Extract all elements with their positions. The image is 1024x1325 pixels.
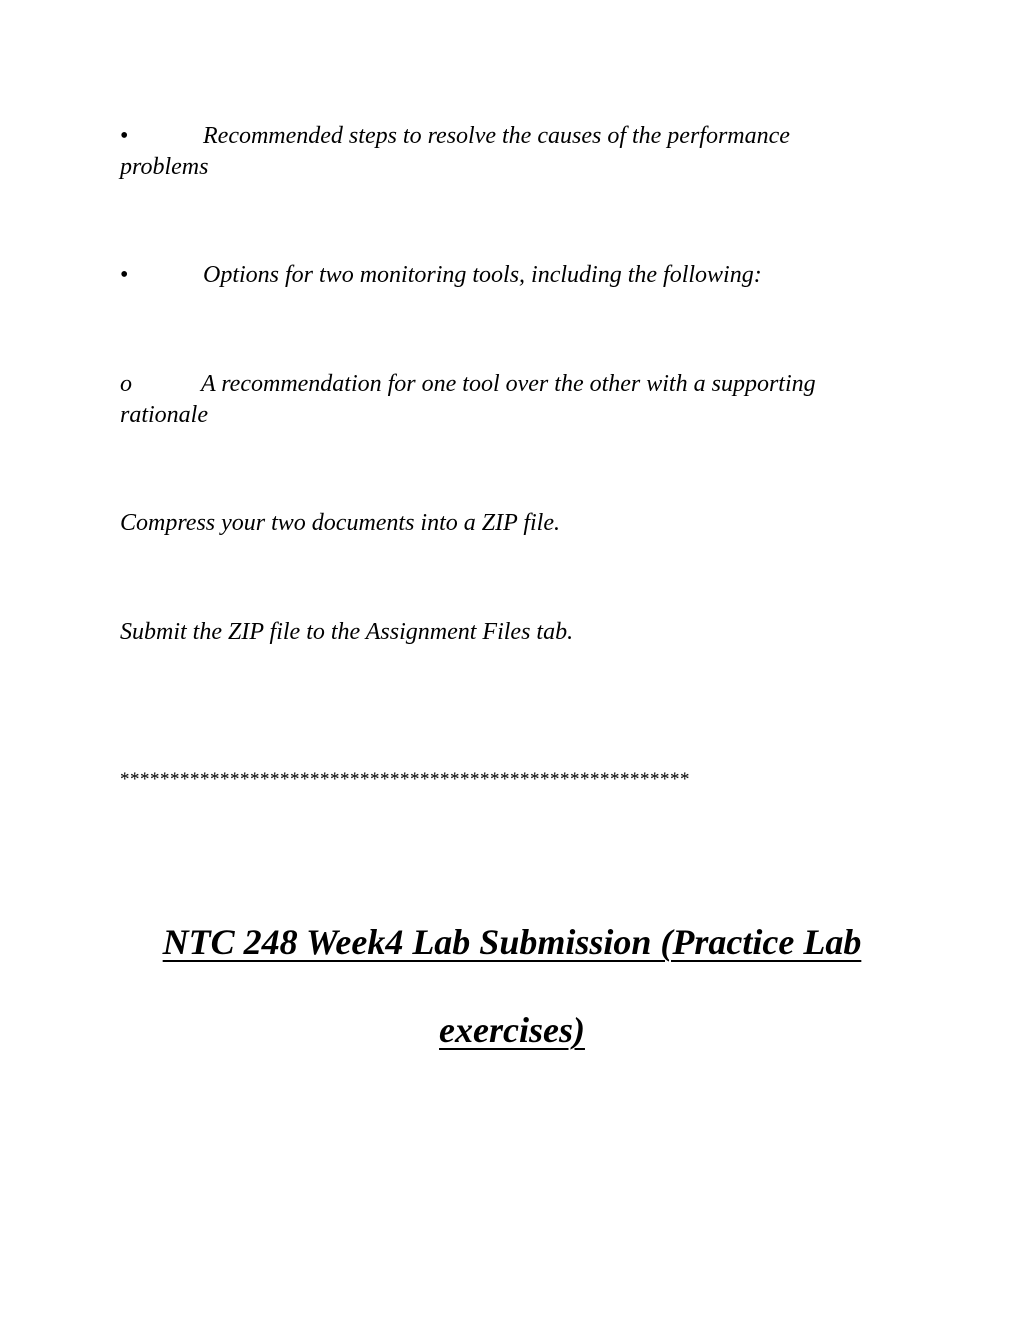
asterisk-separator: ********************************************************* — [120, 769, 690, 790]
sub-bullet-text-line2: rationale — [120, 402, 208, 428]
bullet-text-line2: problems — [120, 154, 209, 180]
sub-bullet-text-line1: A recommendation for one tool over the other with a supporting — [201, 371, 816, 397]
compress-instruction: Compress your two documents into a ZIP file. — [120, 510, 560, 536]
bullet-text-line1: Options for two monitoring tools, including the following: — [203, 262, 762, 288]
sub-bullet-item-recommendation — [120, 369, 816, 400]
bullet-item-monitoring-tools — [120, 260, 762, 291]
bullet-marker: • — [120, 262, 129, 288]
bullet-marker: • — [120, 123, 129, 149]
heading-line1: NTC 248 Week4 Lab Submission (Practice Lab — [162, 922, 862, 962]
sub-bullet-marker: o — [120, 371, 132, 397]
heading-line2: exercises) — [439, 1010, 585, 1050]
bullet-text-line1: Recommended steps to resolve the causes of the performance — [203, 123, 790, 149]
bullet-item-recommended-steps — [120, 121, 790, 152]
submit-instruction: Submit the ZIP file to the Assignment Files tab. — [120, 619, 574, 645]
